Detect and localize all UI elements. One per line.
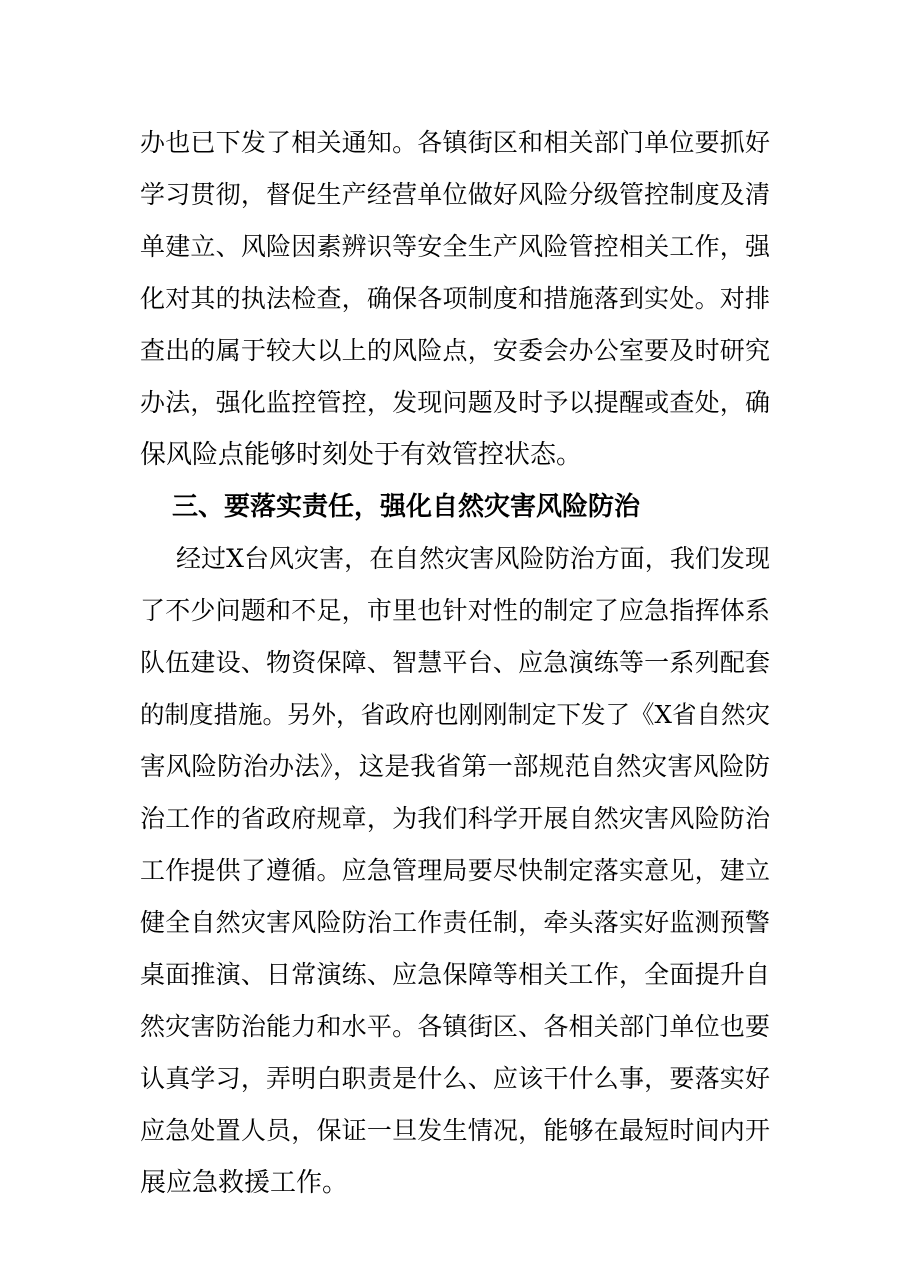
- paragraph-line: 桌面推演、日常演练、应急保障等相关工作，全面提升自: [140, 960, 770, 989]
- paragraph-line: 的制度措施。另外，省政府也刚刚制定下发了《X省自然灾: [140, 700, 770, 729]
- paragraph-line: 然灾害防治能力和水平。各镇街区、各相关部门单位也要: [140, 1012, 770, 1041]
- paragraph-line: 查出的属于较大以上的风险点，安委会办公室要及时研究: [140, 336, 770, 365]
- paragraph-line: 办法，强化监控管控，发现问题及时予以提醒或查处，确: [140, 388, 770, 417]
- paragraph-line: 单建立、风险因素辨识等安全生产风险管控相关工作，强: [140, 232, 770, 261]
- paragraph-line: 健全自然灾害风险防治工作责任制，牵头落实好监测预警: [140, 908, 770, 937]
- paragraph-line: 经过X台风灾害，在自然灾害风险防治方面，我们发现: [176, 544, 770, 573]
- paragraph-line: 了不少问题和不足，市里也针对性的制定了应急指挥体系: [140, 596, 770, 625]
- paragraph-line: 队伍建设、物资保障、智慧平台、应急演练等一系列配套: [140, 648, 770, 677]
- paragraph-line: 治工作的省政府规章，为我们科学开展自然灾害风险防治: [140, 804, 770, 833]
- paragraph-line: 应急处置人员，保证一旦发生情况，能够在最短时间内开: [140, 1116, 770, 1145]
- paragraph-line: 害风险防治办法》，这是我省第一部规范自然灾害风险防: [140, 752, 770, 782]
- paragraph-line: 办也已下发了相关通知。各镇街区和相关部门单位要抓好: [140, 128, 770, 157]
- paragraph-line: 学习贯彻，督促生产经营单位做好风险分级管控制度及清: [140, 180, 770, 209]
- paragraph-line: 工作提供了遵循。应急管理局要尽快制定落实意见，建立: [140, 856, 770, 885]
- paragraph-line: 认真学习，弄明白职责是什么、应该干什么事，要落实好: [140, 1064, 770, 1093]
- paragraph-line: 化对其的执法检查，确保各项制度和措施落到实处。对排: [140, 284, 770, 313]
- paragraph-line: 保风险点能够时刻处于有效管控状态。: [140, 440, 583, 470]
- paragraph-line: 展应急救援工作。: [140, 1168, 349, 1198]
- section-heading: 三、要落实责任，强化自然灾害风险防治: [172, 492, 641, 522]
